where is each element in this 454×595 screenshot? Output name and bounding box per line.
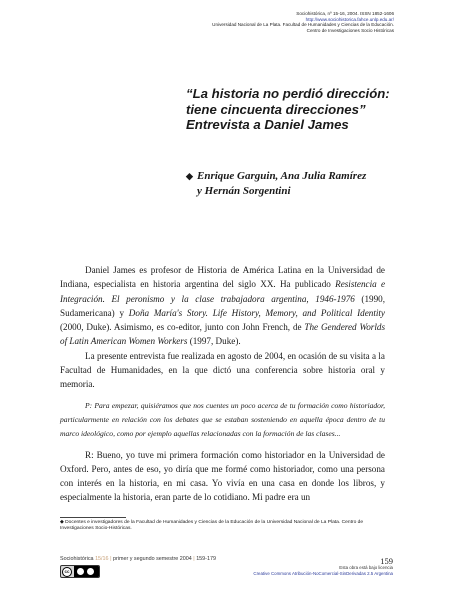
- footnote-divider: [60, 517, 126, 518]
- journal-citation: Sociohistórica, nº 15-16, 2004. ISSN 1852-1606: [296, 11, 394, 16]
- journal-url-link[interactable]: http://www.sociohistorica.fahce.unlp.edu.ar/: [305, 16, 394, 22]
- cc-logo-icon: cc: [62, 567, 72, 577]
- center-name: Centro de Investigaciones Socio Históricas: [306, 27, 394, 33]
- footnote: ◆ Docentes e investigadores de la Facultad de Humanidades y Ciencias de la Educación de la Universidad Nacional de La Plata. Centro de Investigaciones Socio-Históricas.: [60, 520, 364, 532]
- creative-commons-badge-icon[interactable]: [60, 565, 100, 578]
- license-line-1: Esta obra está bajo licencia: [339, 565, 393, 570]
- by-icon: [77, 568, 84, 575]
- footer-citation: Sociohistórica 15/16 | primer y segundo semestre 2004 | 159-179: [60, 556, 216, 562]
- page-number: 159: [380, 556, 393, 566]
- title-line-1: “La historia no perdió dirección:: [186, 86, 390, 101]
- license-link[interactable]: Creative Commons Atribución-NoComercial-SinDerivadas 2.5 Argentina: [253, 571, 393, 576]
- footer-issue: 15/16: [95, 556, 109, 562]
- title-line-3: Entrevista a Daniel James: [186, 117, 349, 132]
- article-authors: [186, 169, 426, 198]
- license-notice: [253, 565, 393, 577]
- article-body: [60, 263, 385, 505]
- intro-paragraph: Daniel James es profesor de Historia de América Latina en la Universidad de Indiana, especialista en historia argentina del siglo XX. Ha publicado Resistencia e Integración. El peronismo y la clase trabajadora argentina, 1946-1976 (1990, Sudamericana) y Doña María's Story. Life History, Memory, and Political Identity (2000, Duke). Asimismo, es co-editor, junto con John French, de The Gendered Worlds of Latin American Women Workers (1997, Duke).: [60, 265, 386, 347]
- context-paragraph: La presente entrevista fue realizada en agosto de 2004, en ocasión de su visita a la Facultad de Humanidades, en la que dictó una conferencia sobre historia oral y memoria.: [60, 350, 385, 390]
- footer-journal: Sociohistórica: [60, 556, 94, 562]
- journal-header: [212, 11, 394, 33]
- footer-pages: 159-179: [196, 556, 216, 562]
- book-title-gendered-worlds: The Gendered Worlds of Latin American Women Workers: [60, 322, 385, 347]
- page-footer: [60, 556, 393, 588]
- institution-name: Universidad Nacional de La Plata. Facultad de Humanidades y Ciencias de la Educación.: [212, 22, 394, 28]
- book-title-dona-maria: Doña María's Story. Life History, Memory, and Political Identity: [128, 307, 385, 318]
- interview-question: P: Para empezar, quisiéramos que nos cuentes un poco acerca de tu formación como historiador, particularmente en relación con los debates que se estaban sosteniendo en aquella época dentro de tu marco ideológico, como por ejemplo aquellas relacionadas con la formación de las clases...: [60, 400, 385, 439]
- diamond-icon: ◆: [186, 171, 193, 181]
- nc-icon: [87, 568, 94, 575]
- interview-answer: R: Bueno, yo tuve mi primera formación como historiador en la Universidad de Oxford. Pero, antes de eso, yo diría que me formé como historiador, como una persona con interés en la historia, en mi casa. Yo vivía en una casa en donde los libros, y especialmente la historia, eran parte de lo cotidiano. Mi padre era un: [60, 449, 385, 503]
- authors-line-2: y Hernán Sorgentini: [197, 184, 291, 197]
- authors-line-1: Enrique Garguin, Ana Julia Ramírez: [197, 170, 367, 182]
- footer-semester: primer y segundo semestre 2004: [112, 556, 192, 562]
- book-title-resistencia: Resistencia e Integración. El peronismo y la clase trabajadora argentina, 1946-1976: [60, 279, 385, 304]
- title-line-2: tiene cincuenta direcciones”: [186, 101, 366, 117]
- article-title: [186, 86, 426, 133]
